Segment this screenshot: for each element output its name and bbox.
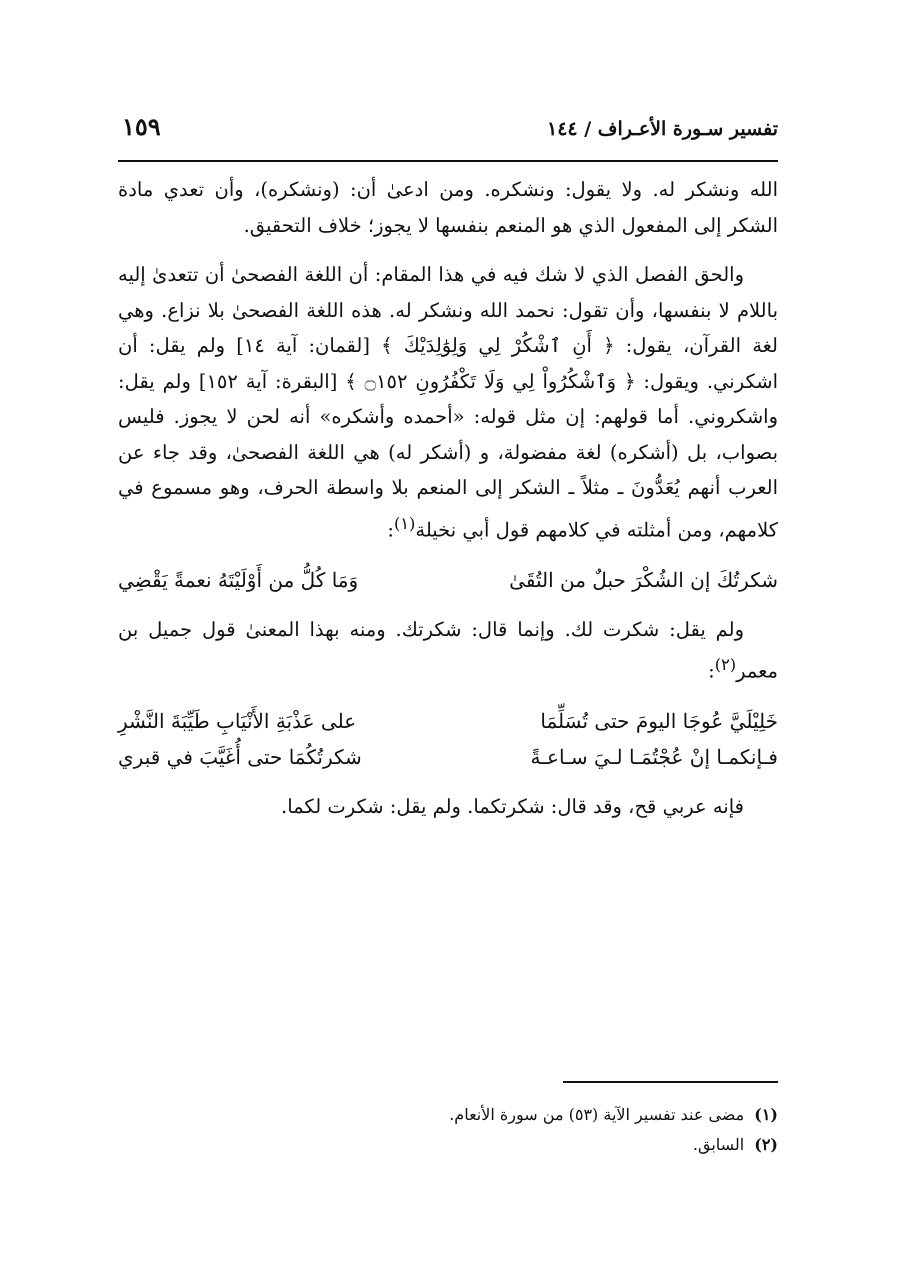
header-title: تفسير سـورة الأعـراف / ١٤٤ [547, 118, 778, 140]
verse-second-half: شكرتُكُمَا حتى أُغَيَّبَ في قبري [118, 745, 362, 769]
paragraph-2-text-b: [لقمان: آية ١٤] ولم يقل: أن اشكرني. ويقول: [118, 334, 778, 393]
verse-second-half: وَمَا كُلُّ من أَوْلَيْتَهُ نعمةً يَقْضِي [118, 567, 359, 592]
header-rule [118, 160, 778, 162]
footnote-ref-2: (٢) [714, 655, 737, 674]
poem-verse [118, 562, 778, 598]
poem-abu-nukhayla [118, 562, 778, 598]
paragraph-3 [118, 612, 778, 690]
footnote-2 [118, 1130, 778, 1160]
paragraph-2 [118, 257, 778, 548]
quran-verse-baqarah: ﴿ وَٱشْكُرُواْ لِي وَلَا تَكْفُرُونِ ۝١٥٢ ﴾ [345, 369, 636, 393]
verse-first-half: شكرتُكَ إن الشُكْرَ حبلٌ من التُقَىٰ [509, 567, 778, 592]
paragraph-4: فإنه عربي قح، وقد قال: شكرتكما. ولم يقل: شكرت لكما. [281, 795, 744, 818]
paragraph-1: الله ونشكر له. ولا يقول: ونشكره. ومن ادعىٰ أن: (ونشكره)، وأن تعدي مادة الشكر إلى المفعول الذي هو المنعم بنفسها لا يجوز؛ خلاف التحقيق. [118, 178, 778, 237]
page-number: ١٥٩ [122, 112, 161, 141]
footnote-number: (١) [754, 1105, 778, 1124]
footnote-text: مضى عند تفسير الآية (٥٣) من سورة الأنعام. [449, 1105, 745, 1124]
page-body [118, 172, 778, 839]
paragraph-3-text: ولم يقل: شكرت لك. وإنما قال: شكرتك. ومنه بهذا المعنىٰ قول جميل بن معمر [118, 617, 778, 683]
verse-first-half: فـإنكمـا إنْ عُجْتُمَـا لـيَ سـاعـةً [530, 745, 778, 769]
footnote-text: السابق. [692, 1135, 745, 1154]
verse-second-half: على عَذْبَةِ الأَنْيَابِ طَيِّبَةَ النَّشْرِ [118, 709, 357, 733]
poem-verse [118, 739, 778, 775]
verse-first-half: خَلِيْلَيَّ عُوجَا اليومَ حتى تُسَلِّمَا [540, 709, 778, 733]
quran-verse-luqman: ﴿ أَنِ ٱشْكُرْ لِي وَلِوَٰلِدَيْكَ ﴾ [381, 334, 615, 357]
footnotes [118, 1100, 778, 1160]
footnote-number: (٢) [754, 1135, 778, 1154]
paragraph-2-text-a: والحق الفصل الذي لا شك فيه في هذا المقام: أن اللغة الفصحىٰ أن تتعدىٰ إليه باللام لا بنفسها، وأن تقول: نحمد الله ونشكر له. هذه اللغة الفصحىٰ بلا نزاع. وهي لغة القرآن، يقول: [118, 263, 779, 357]
paragraph-2-text-c: [البقرة: آية ١٥٢] ولم يقل: واشكروني. أما قولهم: إن مثل قوله: «أحمده وأشكره» أنه لحن لا يجوز. فليس بصواب، بل (أشكره) لغة مفضولة، و (أشكر له) هي اللغة الفصحىٰ، وقد جاء عن العرب أنهم يُعَدُّونَ ـ مثلاً ـ الشكر إلى المنعم بلا واسطة الحرف، وهو مسموع في كلامهم، ومن أمثلته في كلامهم قول أبي نخيلة [118, 369, 778, 541]
book-page [118, 100, 778, 1210]
paragraph-3-end: : [708, 659, 715, 683]
poem-verse [118, 703, 778, 739]
paragraph-2-end: : [387, 518, 394, 541]
footnote-ref-1: (١) [393, 513, 416, 533]
footnote-1 [118, 1100, 778, 1130]
running-header [118, 110, 778, 150]
poem-jamil [118, 703, 778, 775]
footnote-rule [563, 1081, 778, 1083]
